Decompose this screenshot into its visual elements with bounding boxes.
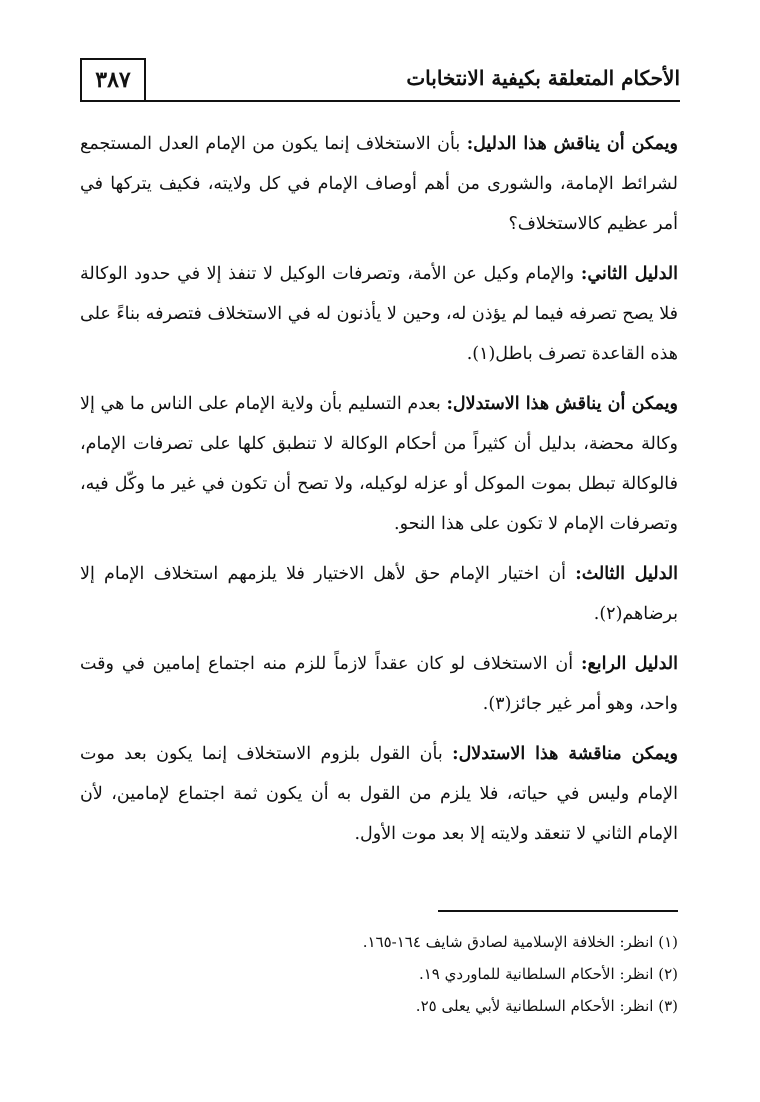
footnote: (٣) انظر: الأحكام السلطانية لأبي يعلى ٢٥.	[415, 997, 678, 1015]
header-rule	[146, 100, 680, 102]
paragraph-text: أن الاستخلاف لو كان عقداً لازماً للزم منه اجتماع إمامين في وقت واحد، وهو أمر غير جائز(٣).	[80, 654, 678, 714]
paragraph	[80, 384, 678, 544]
paragraph-text: بأن القول بلزوم الاستخلاف إنما يكون بعد موت الإمام وليس في حياته، فلا يلزم من القول به أن يكون ثمة اجتماع لإمامين، لأن الإمام الثاني لا تنعقد ولايته إلا بعد موت الأول.	[80, 744, 678, 844]
paragraph-lead: الدليل الثالث:	[575, 564, 678, 584]
paragraph	[80, 554, 678, 634]
paragraph	[80, 254, 678, 374]
footnote-separator	[438, 910, 678, 912]
page-number: ٣٨٧	[80, 58, 146, 102]
paragraph-text: والإمام وكيل عن الأمة، وتصرفات الوكيل لا تنفذ إلا في حدود الوكالة فلا يصح تصرفه فيما لم يؤذن له، وحين لا يأذنون له في الاستخلاف فتصرفه بناءً على هذه القاعدة تصرف باطل(١).	[80, 264, 678, 364]
page-header	[80, 58, 680, 102]
paragraph	[80, 734, 678, 854]
paragraph-lead: ويمكن مناقشة هذا الاستدلال:	[452, 744, 678, 764]
paragraph-lead: ويمكن أن يناقش هذا الاستدلال:	[446, 394, 679, 414]
main-text	[80, 124, 678, 864]
paragraph-text: أن اختيار الإمام حق لأهل الاختيار فلا يلزمهم استخلاف الإمام إلا برضاهم(٢).	[80, 564, 678, 624]
footnote: (١) انظر: الخلافة الإسلامية لصادق شايف ١٦٤-١٦٥.	[362, 933, 678, 951]
running-title: الأحكام المتعلقة بكيفية الانتخابات	[406, 66, 680, 90]
paragraph-text: بعدم التسليم بأن ولاية الإمام على الناس ما هي إلا وكالة محضة، بدليل أن كثيراً من أحكام الوكالة لا تنطبق كلها على تصرفات الإمام، فالوكالة تبطل بموت الموكل أو عزله لوكيله، ولا تصح أن تكون في غير ما وكّل فيه، وتصرفات الإمام لا تكون على هذا النحو.	[80, 394, 678, 534]
footnote: (٢) انظر: الأحكام السلطانية للماوردي ١٩.	[418, 965, 678, 983]
paragraph-lead: الدليل الرابع:	[581, 654, 679, 674]
paragraph-text: بأن الاستخلاف إنما يكون من الإمام العدل المستجمع لشرائط الإمامة، والشورى من أهم أوصاف الإمام في كل ولايته، فكيف يتركها في أمر عظيم كالاستخلاف؟	[80, 134, 678, 234]
paragraph	[80, 124, 678, 244]
paragraph-lead: ويمكن أن يناقش هذا الدليل:	[466, 134, 678, 154]
footnotes	[80, 926, 678, 1022]
paragraph	[80, 644, 678, 724]
paragraph-lead: الدليل الثاني:	[580, 264, 678, 284]
